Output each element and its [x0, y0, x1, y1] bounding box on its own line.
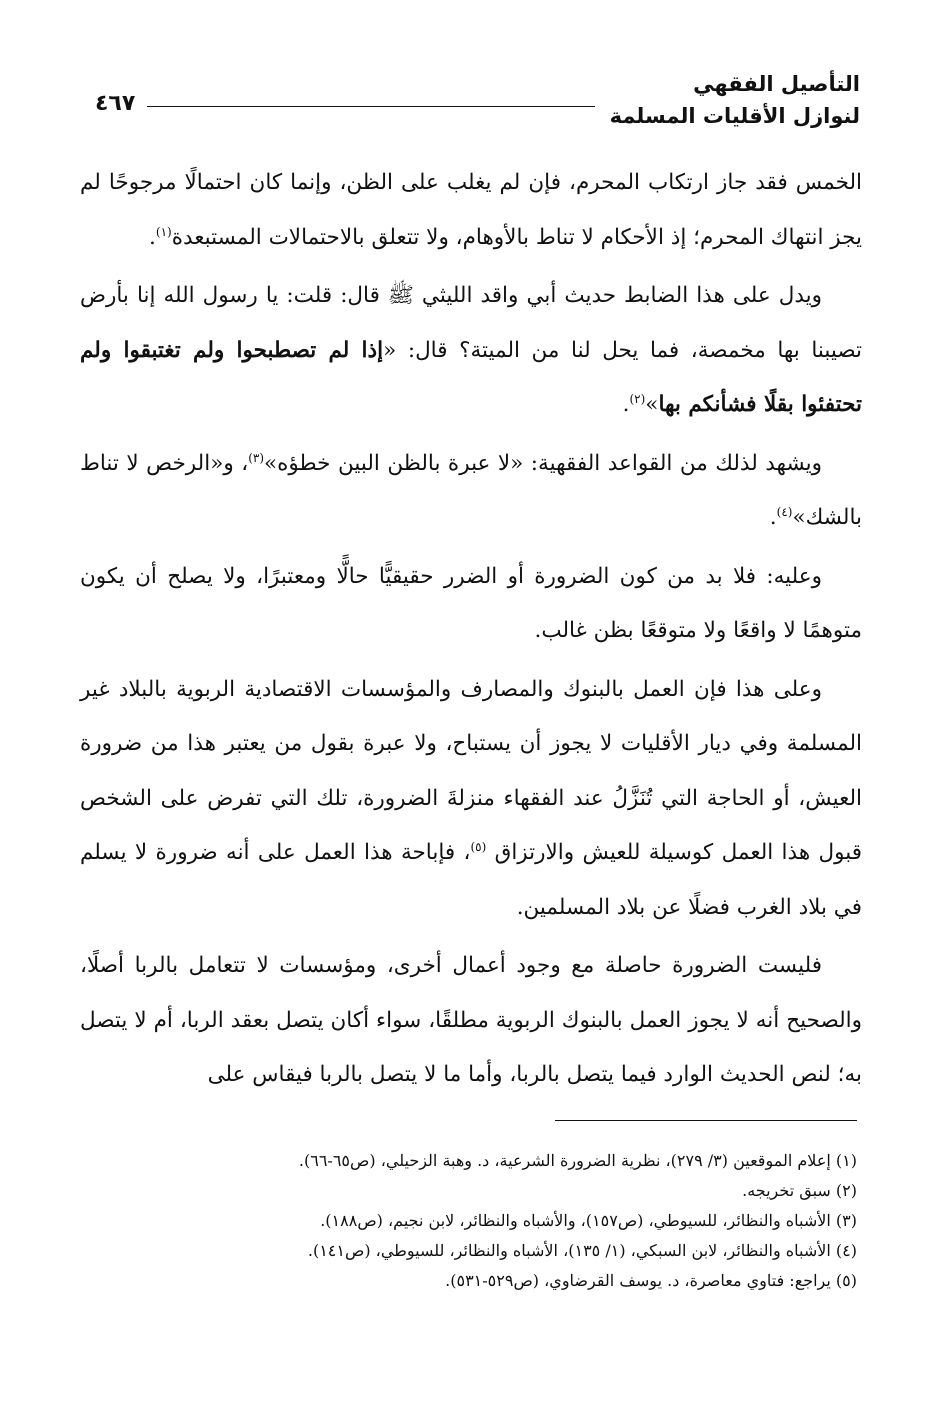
paragraph-6-text: فليست الضرورة حاصلة مع وجود أعمال أخرى، ومؤسسات لا تتعامل بالربا أصلًا، والصحيح أنه لا يجوز العمل بالبنوك الربوية مطلقًا، سواء أكان يتصل بعقد الربا، أم لا يتصل به؛ لنص الحديث الوارد فيما يتصل بالربا، وأما ما لا يتصل بالربا فيقاس على [80, 953, 862, 1087]
paragraph-3-end: . [769, 505, 777, 530]
running-header [95, 68, 860, 138]
paragraph-2-text: ويدل على هذا الضابط حديث أبي واقد الليثي ﷺ قال: قلت: يا رسول الله إنا بأرض تصيبنا بها مخمصة، فما يحل لنا من الميتة؟ قال: « [80, 283, 862, 363]
footnote-ref-5: (٥) [470, 839, 487, 854]
main-text [80, 156, 862, 1107]
footnote-ref-3: (٣) [248, 450, 265, 465]
footnote-4: (٤) الأشباه والنظائر، لابن السبكي، (١/ ١٣٥)، الأشباه والنظائر، للسيوطي، (ص١٤١). [307, 1241, 857, 1260]
paragraph-5 [80, 663, 862, 936]
footnote-1: (١) إعلام الموقعين (٣/ ٢٧٩)، نظرية الضرورة الشرعية، د. وهبة الزحيلي، (ص٦٥-٦٦). [298, 1151, 857, 1170]
footnote-2: (٢) سبق تخريجه. [742, 1181, 857, 1200]
footnotes [77, 1146, 857, 1296]
paragraph-3 [80, 437, 862, 546]
paragraph-1-end: . [149, 224, 156, 250]
paragraph-5-tail: ، فإباحة هذا العمل على أنه ضرورة لا يسلم في بلاد الغرب فضلًا عن بلاد المسلمين. [80, 840, 862, 920]
paragraph-3-text: ويشهد لذلك من القواعد الفقهية: «لا عبرة بالظن البين خطؤه» [264, 450, 822, 476]
hadith-quote: إذا لم تصطبحوا ولم تغتبقوا ولم تحتفئوا بقلًا فشأنكم بها [80, 337, 862, 417]
paragraph-5-text: وعلى هذا فإن العمل بالبنوك والمصارف والمؤسسات الاقتصادية الربوية بالبلاد غير المسلمة وفي ديار الأقليات لا يجوز أن يستباح، ولا عبرة بقول من يعتبر هذا من ضرورة العيش، أو الحاجة التي تُنَزَّلُ عند الفقهاء منزلةَ الضرورة، تلك التي تفرض على الشخص قبول هذا العمل كوسيلة للعيش والارتزاق [80, 676, 862, 865]
footnote-ref-1: (١) [155, 224, 172, 239]
footnote-3: (٣) الأشباه والنظائر، للسيوطي، (ص١٥٧)، والأشباه والنظائر، لابن نجيم، (ص١٨٨). [320, 1211, 857, 1230]
footnote-rule [555, 1120, 857, 1121]
book-title-line-1: التأصيل الفقهي [693, 72, 860, 96]
footnote-ref-4: (٤) [776, 504, 793, 519]
book-title [610, 68, 860, 132]
header-rule [147, 106, 595, 107]
paragraph-6 [80, 939, 862, 1103]
paragraph-1-text: الخمس فقد جاز ارتكاب المحرم، فإن لم يغلب على الظن، وإنما كان احتمالًا مرجوحًا لم يجز انتهاك المحرم؛ إذ الأحكام لا تناط بالأوهام، ولا تتعلق بالاحتمالات المستبعدة [80, 170, 862, 250]
book-title-line-2: لنوازل الأقليات المسلمة [609, 104, 860, 128]
footnote-5: (٥) يراجع: فتاوي معاصرة، د. يوسف القرضاوي، (ص٥٢٩-٥٣١). [445, 1271, 857, 1290]
paragraph-2-end: . [622, 392, 630, 417]
quote-close: » [645, 392, 659, 417]
paragraph-1 [80, 156, 862, 265]
paragraph-4 [80, 550, 862, 659]
paragraph-2 [80, 269, 862, 433]
paragraph-4-text: وعليه: فلا بد من كون الضرورة أو الضرر حقيقيًّا حالًّا ومعتبرًا، ولا يصلح أن يكون متوهمًا لا واقعًا ولا متوقعًا بظن غالب. [80, 563, 862, 643]
footnote-ref-2: (٢) [629, 391, 646, 406]
page-number: ٤٦٧ [95, 91, 136, 116]
paragraph-3-mid: ، و«الرخص لا تناط بالشك» [80, 450, 862, 530]
